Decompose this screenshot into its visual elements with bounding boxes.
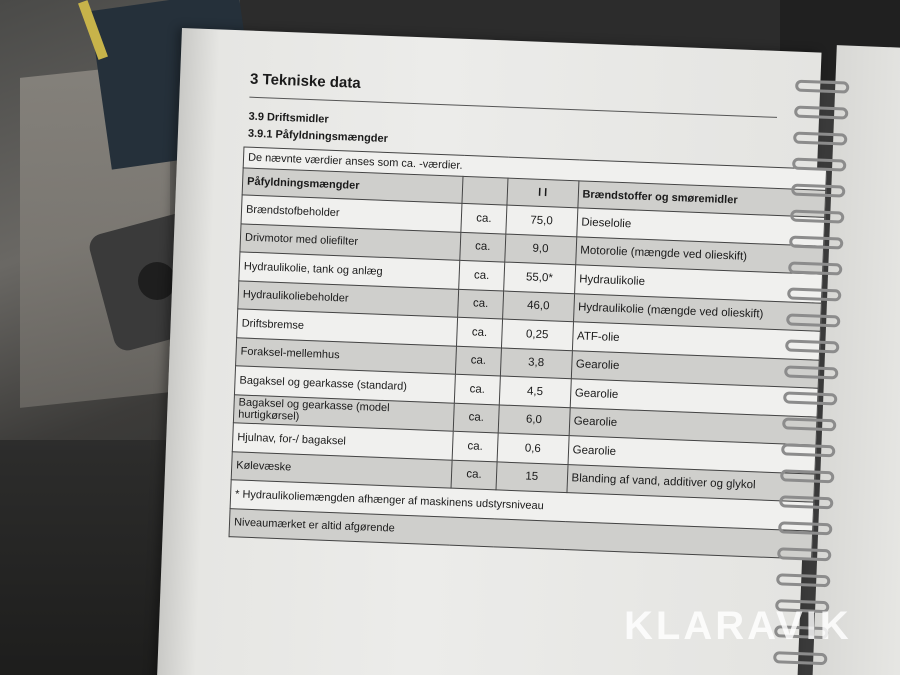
subsection-title: 3.9.1 Påfyldningsmængder xyxy=(247,127,389,145)
cell-component: Bagaksel og gearkasse (standard) xyxy=(234,366,455,403)
cell-quantity: 6,0 xyxy=(498,404,570,435)
capacities-table xyxy=(228,146,827,559)
cell-quantity: 55,0* xyxy=(504,262,576,293)
spiral-ring xyxy=(779,495,833,509)
cell-quantity: 0,6 xyxy=(497,433,569,464)
spiral-ring xyxy=(792,158,846,172)
spiral-ring xyxy=(785,339,839,353)
spiral-ring xyxy=(778,521,832,535)
cell-component: Hjulnav, for-/ bagaksel xyxy=(232,423,453,460)
cell-fluid: Dieselolie xyxy=(576,208,824,246)
cell-component: Foraksel-mellemhus xyxy=(236,337,457,374)
spiral-ring xyxy=(793,132,847,146)
cell-component: Drivmotor med oliefilter xyxy=(240,223,461,260)
cell-component: Bagaksel og gearkasse (model hurtigkørsel) xyxy=(233,394,454,431)
cell-approx: ca. xyxy=(457,317,503,347)
footnote-hydraulic: * Hydraulikoliemængden afhænger af maskinens udstyrsniveau xyxy=(230,480,814,531)
spiral-ring xyxy=(786,313,840,327)
cell-component: Hydraulikolie, tank og anlæg xyxy=(239,252,460,289)
cell-approx: ca. xyxy=(459,260,505,290)
spiral-ring xyxy=(776,573,830,587)
spiral-ring xyxy=(777,547,831,561)
table-note: De nævnte værdier anses som ca. -værdier. xyxy=(243,147,826,190)
cell-approx: ca. xyxy=(461,203,507,233)
cell-fluid: ATF-olie xyxy=(572,322,820,360)
spiral-ring xyxy=(791,184,845,198)
cell-approx: ca. xyxy=(458,289,504,319)
cell-quantity: 9,0 xyxy=(505,234,577,265)
spiral-ring xyxy=(781,443,835,457)
page-heading: 3 Tekniske data xyxy=(249,70,361,92)
cell-approx: ca. xyxy=(455,346,501,376)
header-approx xyxy=(462,176,508,205)
cell-approx: ca. xyxy=(452,431,498,461)
cell-quantity: 15 xyxy=(496,461,568,492)
cell-quantity: 46,0 xyxy=(502,291,574,322)
cell-fluid: Gearolie xyxy=(569,407,817,445)
cell-approx: ca. xyxy=(460,232,506,262)
cell-quantity: 0,25 xyxy=(501,319,573,350)
spiral-ring xyxy=(789,235,843,249)
spiral-ring xyxy=(784,365,838,379)
spiral-ring xyxy=(795,80,849,94)
cell-fluid: Gearolie xyxy=(570,379,818,417)
manual-booklet xyxy=(155,28,900,675)
watermark-logo: KLARAVIK xyxy=(624,604,852,648)
cell-component: Hydraulikoliebeholder xyxy=(238,280,459,317)
cell-approx: ca. xyxy=(451,460,497,490)
cell-quantity: 4,5 xyxy=(499,376,571,407)
footnote-level: Niveaumærket er altid afgørende xyxy=(229,508,813,559)
cell-fluid: Hydraulikolie (mængde ved olieskift) xyxy=(573,293,821,331)
spiral-ring xyxy=(788,261,842,275)
spiral-ring xyxy=(773,651,827,665)
cell-approx: ca. xyxy=(454,374,500,404)
cell-quantity: 75,0 xyxy=(506,205,578,236)
spiral-ring xyxy=(787,287,841,301)
cell-fluid: Gearolie xyxy=(568,436,816,474)
cell-component: Brændstofbeholder xyxy=(241,195,462,232)
cell-component: Driftsbremse xyxy=(237,309,458,346)
spiral-ring xyxy=(790,209,844,223)
cell-approx: ca. xyxy=(453,403,499,433)
spiral-ring xyxy=(782,417,836,431)
header-capacities: Påfyldningsmængder xyxy=(242,168,463,203)
header-litres: l l xyxy=(507,178,579,208)
cell-fluid: Motorolie (mængde ved olieskift) xyxy=(575,236,823,274)
cell-quantity: 3,8 xyxy=(500,347,572,378)
spiral-ring xyxy=(783,391,837,405)
section-title: 3.9 Driftsmidler xyxy=(248,110,329,126)
header-fluids: Brændstoffer og smøremidler xyxy=(577,181,825,217)
spiral-ring xyxy=(780,469,834,483)
cell-fluid: Blanding af vand, additiver og glykol xyxy=(566,464,814,502)
cell-component: Kølevæske xyxy=(231,451,452,488)
background-bolt-hole xyxy=(138,262,176,300)
manual-page xyxy=(155,28,821,675)
cell-fluid: Hydraulikolie xyxy=(574,265,822,303)
cell-fluid: Gearolie xyxy=(571,350,819,388)
spiral-ring xyxy=(794,106,848,120)
